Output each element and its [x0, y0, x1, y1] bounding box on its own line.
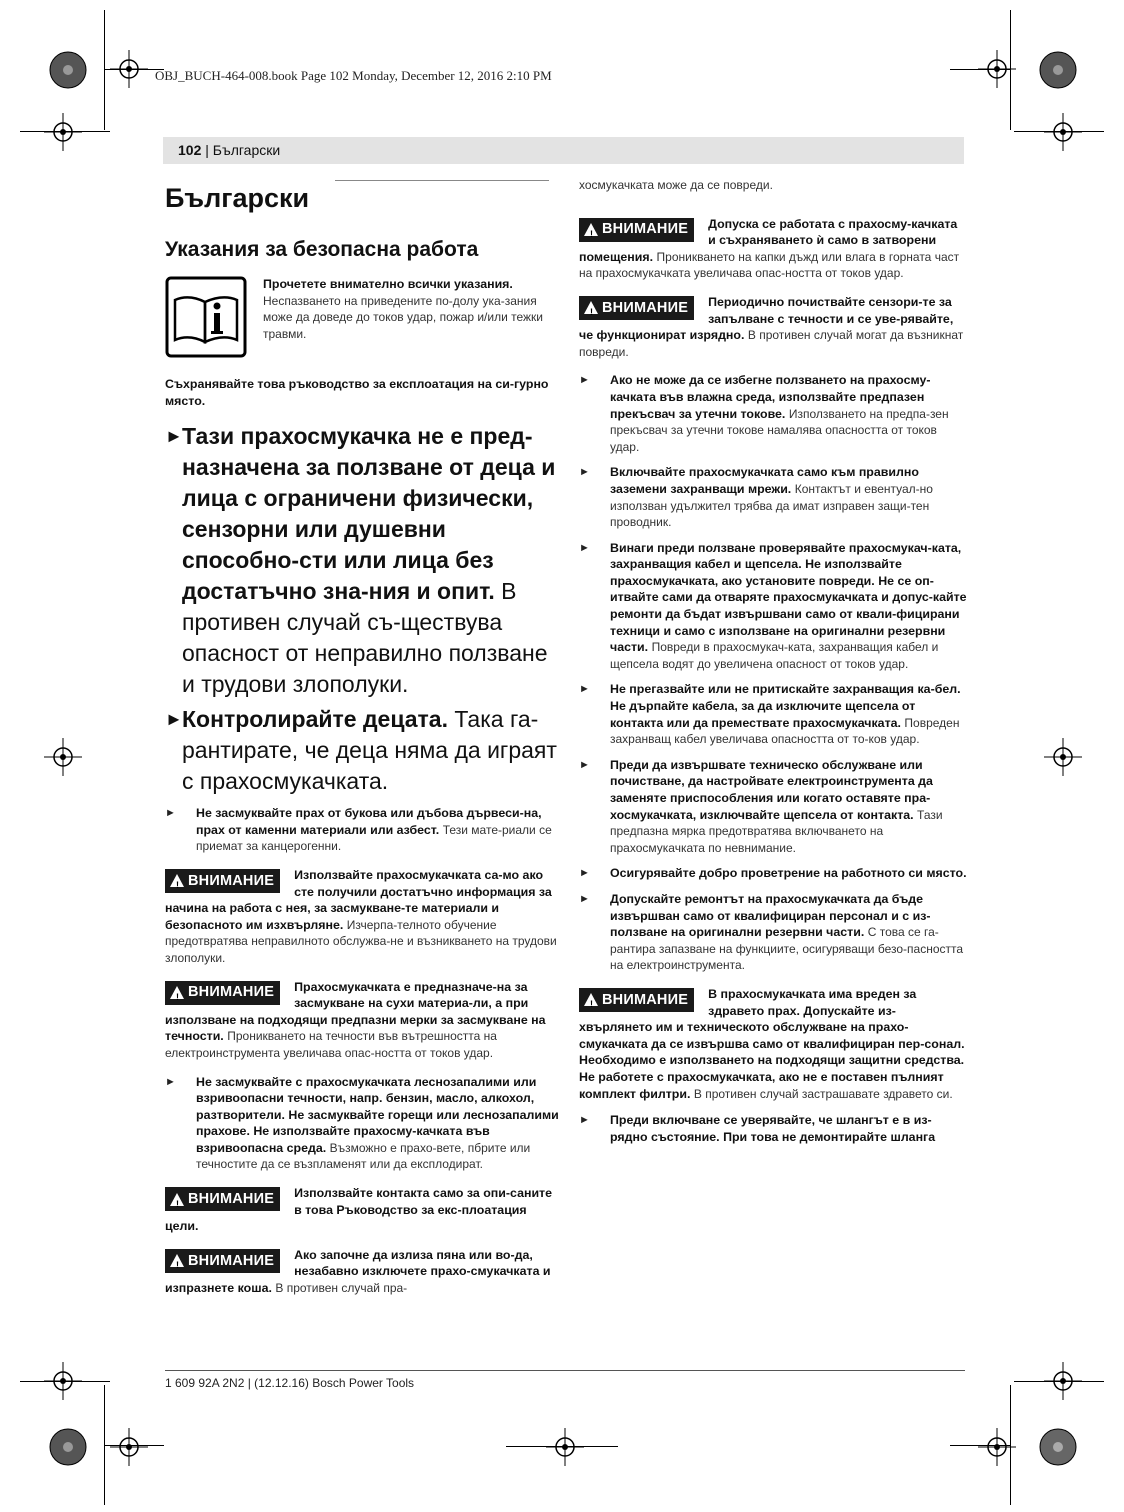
- bullet-arrow-icon: ►: [165, 807, 176, 820]
- list-item-text: Възможно е прахо-вете, пбрите или течностите да се възпламенят или да експлодират.: [196, 1140, 531, 1172]
- warning-triangle-icon: !: [170, 874, 184, 887]
- section-heading: Указания за безопасна работа: [165, 238, 479, 261]
- registration-crosshair-icon: [44, 1362, 82, 1400]
- warning-bold: Допуска се работата с прахосму-качката и съхраняването ѝ само в затворени помещения.: [579, 216, 958, 264]
- warning-badge-label: ВНИМАНИЕ: [602, 991, 689, 1008]
- list-item-text: Контактът и евентуал-но използван удължител трябва да имат изправен защи-тен проводник.: [610, 481, 933, 530]
- registration-crosshair-icon: [1044, 1362, 1082, 1400]
- list-item-text: Така га-рантирате, че деца няма да играят с прахосмукачката.: [182, 706, 557, 795]
- warning-bold: Използвайте прахосмукачката са-мо ако сте получили достатъчно информация за начина на работа с нея, за засмукване-те материали и безопасното им изхвърляне.: [165, 867, 552, 932]
- bullet-arrow-icon: ►: [579, 466, 590, 479]
- warning-badge: [165, 869, 280, 893]
- warning-block: [165, 1185, 560, 1235]
- warning-text: В противен случай пра-: [275, 1281, 408, 1296]
- bullet-arrow-icon: ►: [165, 426, 183, 447]
- list-item: [579, 891, 968, 974]
- list-item: [165, 1074, 560, 1174]
- list-item: [579, 540, 968, 673]
- bullet-arrow-icon: ►: [579, 867, 590, 880]
- registration-crosshair-icon: [1044, 113, 1082, 151]
- warning-bold: В прахосмукачката има вреден за здравето прах. Допускайте из-хвърлянето им и техническото обслужване на прахо-смукачката да се извършва само от квалифициран пер-сонал. Необходимо е използването на подходящи защитни средства. Не работете с прахосмукачката, ако не е поставен пълният комплект филтри.: [579, 986, 965, 1101]
- list-item-bold: Тази прахосмукачка не е пред-назначена за ползване от деца и лица с ограничени физически, сензорни или душевни способно-сти или лица без достатъчно зна-ния и опит.: [182, 423, 556, 605]
- warning-bold: Използвайте контакта само за опи-саните в това Ръководство за екс-плоатация цели.: [165, 1186, 553, 1234]
- registration-color-wheel-icon: [1038, 50, 1078, 90]
- warning-block: [165, 867, 560, 967]
- list-item-text: С това се га-рантира запазване на функциите, осигуряващи безо-пасността на електроинструмента.: [610, 925, 964, 973]
- warning-triangle-icon: !: [170, 1193, 184, 1206]
- heading-rule: [335, 180, 549, 181]
- list-item-bold: Преди да извършвате техническо обслужване или почистване, да настройвате електроинструмента да заменяте приспособления или когато оставяте пра-хосмукачката, изключвайте щепсела от контакта.: [610, 757, 933, 822]
- warning-triangle-icon: !: [584, 993, 598, 1006]
- page-title: Български: [165, 183, 310, 213]
- read-instructions-bold: Прочетете внимателно всички указания.: [263, 277, 513, 291]
- continuation-text: хосмукачката може да се повреди.: [579, 178, 773, 192]
- list-item-text: Повреден захранващ кабел увеличава опасността от то-ков удар.: [610, 715, 960, 747]
- left-column: [165, 183, 560, 1297]
- page-header-bar: [163, 137, 964, 164]
- warning-badge: [579, 988, 694, 1012]
- warning-block: [579, 986, 968, 1102]
- registration-color-wheel-icon: [48, 1427, 88, 1467]
- list-item-text: Използването на предпа-зен прекъсвач за утечни токове намалява опасността от токов удар.: [610, 406, 949, 454]
- warning-block: [165, 1247, 560, 1297]
- bullet-arrow-icon: ►: [579, 892, 590, 905]
- list-item-bold: Ако не може да се избегне ползването на прахосму-качката във влажна среда, използвайте предпазен прекъсвач за утечни токове.: [610, 373, 931, 421]
- warning-badge-label: ВНИМАНИЕ: [188, 1190, 275, 1207]
- read-manual-icon: [165, 276, 247, 358]
- crop-mark: [104, 10, 105, 130]
- bullet-arrow-icon: ►: [579, 683, 590, 696]
- warning-badge: [579, 296, 694, 320]
- bullet-arrow-icon: ►: [165, 1075, 176, 1088]
- warning-triangle-icon: !: [170, 986, 184, 999]
- list-item-bold: Контролирайте децата.: [182, 706, 448, 733]
- list-item-bold: Не засмуквайте прах от букова или дъбова дървеси-на, прах от каменни материали или азбест.: [196, 806, 542, 837]
- list-item-text: Тази предпазна мярка предотвратява включването на прахосмукачката по невнимание.: [610, 807, 943, 855]
- warning-triangle-icon: !: [584, 223, 598, 236]
- print-slug: OBJ_BUCH-464-008.book Page 102 Monday, December 12, 2016 2:10 PM: [155, 68, 552, 83]
- page-footer: 1 609 92A 2N2 | (12.12.16) Bosch Power Tools: [165, 1376, 415, 1390]
- list-item: [579, 681, 968, 747]
- registration-crosshair-icon: [1044, 738, 1082, 776]
- warning-text: Изчерпа-телното обучение предотвратява неправилното обслужва-не и възникването на трудови злополуки.: [165, 917, 557, 965]
- page-number: 102: [178, 142, 202, 158]
- warning-badge: [165, 981, 280, 1005]
- crop-mark: [506, 1446, 618, 1447]
- registration-crosshair-icon: [110, 50, 148, 88]
- warning-block: [579, 294, 968, 360]
- registration-color-wheel-icon: [1038, 1427, 1078, 1467]
- read-instructions-text: Неспазването на приведените по-долу ука-зания може да доведе до токов удар, пожар и/или тежки травми.: [263, 293, 544, 341]
- page-header: 102 | Български: [178, 142, 281, 158]
- list-item-bold: Не засмуквайте с прахосмукачката леснозапалими или взривоопасни течности, напр. бензин, масло, алкохол, разтворители. Не засмуквайте горещи или леснозапалими прахове. Не използвайте прахосму-качката във взривоопасна среда.: [196, 1074, 559, 1155]
- list-item-bold: Не прегазвайте или не притискайте захранващия ка-бел. Не дърпайте кабела, за да изключите щепсела от контакта или да премествате прахосмукачката.: [610, 682, 961, 730]
- warning-text: Проникването на капки дъжд или влага в горната част на прахосмукачката увеличава опас-ността от токов удар.: [579, 249, 960, 281]
- list-item-bold: Преди включване се уверявайте, че шлангът е в из-рядно състояние. При това не демонтирайте шланга: [610, 1113, 936, 1144]
- list-item: [579, 372, 968, 455]
- warning-bold: Периодично почиствайте сензори-те за запълване с течности и се уве-рявайте, че функционират изрядно.: [579, 294, 954, 343]
- list-item: [165, 704, 560, 797]
- header-language: Български: [212, 142, 281, 158]
- warning-block: [579, 216, 968, 282]
- list-item-text: В противен случай съ-ществува опасност от неправилно ползване и трудови злополуки.: [182, 578, 548, 698]
- warning-badge-label: ВНИМАНИЕ: [188, 1252, 275, 1269]
- warning-text: В противен случай застрашавате здравето си.: [693, 1086, 953, 1101]
- warning-badge: [579, 218, 694, 242]
- warning-text: Проникването на течности във вътрешността на електроинструмента увеличава опас-ността от токов удар.: [165, 1029, 497, 1060]
- bullet-arrow-icon: ►: [579, 541, 590, 554]
- read-instructions-block: [165, 276, 560, 358]
- registration-crosshair-icon: [44, 113, 82, 151]
- registration-color-wheel-icon: [48, 50, 88, 90]
- bullet-arrow-icon: ►: [579, 1114, 590, 1127]
- list-item: [579, 1112, 968, 1145]
- bullet-arrow-icon: ►: [579, 758, 590, 771]
- warning-triangle-icon: !: [170, 1254, 184, 1267]
- list-item: [579, 865, 968, 882]
- warning-badge-label: ВНИМАНИЕ: [602, 221, 689, 238]
- warning-badge-label: ВНИМАНИЕ: [602, 299, 689, 316]
- list-item: [165, 805, 560, 855]
- bullet-arrow-icon: ►: [579, 374, 590, 387]
- warning-bold: Прахосмукачката е предназначе-на за засмукване на сухи материа-ли, а при използване на подходящи предпазни мерки за засмукване на течности.: [165, 979, 546, 1044]
- list-item: [165, 421, 560, 700]
- warning-badge: [165, 1249, 280, 1273]
- warning-triangle-icon: !: [584, 301, 598, 314]
- warning-block: [165, 979, 560, 1062]
- right-column: [579, 177, 968, 1145]
- list-item-bold: Винаги преди ползване проверявайте прахосмукач-ката, захранващия кабел и щепсела. Не използвайте прахосмукачката, ако установите повреди. Не се оп-итвайте сами да отваряте прахосмукачката и допус-кайте ремонти да бъдат извършвани само от квали-фицирани техници и само с използване на оригинални резервни части.: [610, 540, 967, 655]
- list-item-bold: Включвайте прахосмукачката само към правилно заземени захранващи мрежи.: [610, 465, 919, 496]
- list-item-text: Тези мате-риали се приемат за канцерогенни.: [196, 822, 552, 854]
- registration-crosshair-icon: [110, 1428, 148, 1466]
- list-item: [579, 757, 968, 857]
- bullet-arrow-icon: ►: [165, 709, 183, 730]
- list-item: [579, 464, 968, 530]
- registration-crosshair-icon: [546, 1428, 584, 1466]
- footer-rule: [165, 1370, 965, 1371]
- registration-crosshair-icon: [978, 50, 1016, 88]
- registration-crosshair-icon: [978, 1428, 1016, 1466]
- warning-badge-label: ВНИМАНИЕ: [188, 872, 275, 889]
- warning-badge: [165, 1187, 280, 1211]
- warning-badge-label: ВНИМАНИЕ: [188, 984, 275, 1001]
- registration-crosshair-icon: [44, 738, 82, 776]
- list-item-text: Повреди в прахосмукач-ката, захранващия кабел и щепсела водят до увеличена опасност от токов удар.: [610, 640, 939, 671]
- list-item-bold: Осигурявайте добро проветрение на работното си място.: [610, 866, 967, 881]
- warning-bold: Ако започне да излиза пяна или во-да, незабавно изключете прахо-смукачката и изпразнете коша.: [165, 1247, 551, 1296]
- list-item-bold: Допускайте ремонтът на прахосмукачката да бъде извършван само от квалифициран персонал и с из-ползване на оригинални резервни части.: [610, 891, 931, 940]
- warning-text: В противен случай могат да възникнат повреди.: [579, 328, 964, 359]
- keep-manual-text: Съхранявайте това ръководство за експлоатация на си-гурно място.: [165, 377, 549, 408]
